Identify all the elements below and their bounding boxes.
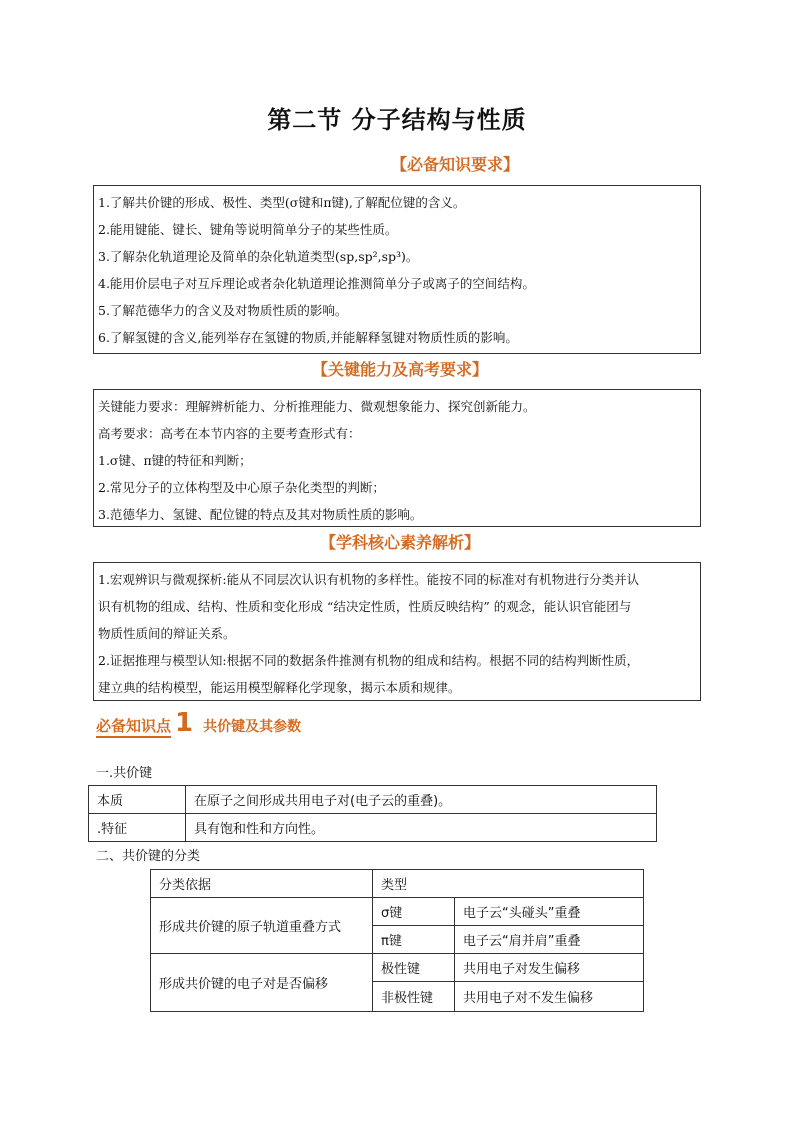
key-abilities-box — [93, 389, 701, 527]
knowledge-point-label: 必备知识点 — [96, 715, 171, 738]
table-cell-type: π键 — [373, 926, 455, 954]
table-cell-value: 在原子之间形成共用电子对(电子云的重叠)。 — [186, 786, 657, 814]
table-cell-type: 极性键 — [373, 954, 455, 982]
knowledge-point-subtitle: 共价键及其参数 — [203, 719, 302, 735]
ability-item: 3.范德华力、氢键、配位键的特点及其对物质性质的影响。 — [98, 507, 423, 522]
table-cell-basis: 形成共价键的原子轨道重叠方式 — [151, 898, 373, 954]
section-heading-required-knowledge: 【必备知识要求】 — [390, 155, 519, 174]
table-cell-desc: 电子云“头碰头”重叠 — [455, 898, 644, 926]
table-cell-desc: 电子云“肩并肩”重叠 — [455, 926, 644, 954]
table-cell-type: σ键 — [373, 898, 455, 926]
literacy-line: 建立典的结构模型，能运用模型解释化学现象，揭示本质和规律。 — [98, 680, 461, 695]
table-header-row — [151, 870, 644, 898]
literacy-line: 物质性质间的辩证关系。 — [98, 626, 236, 641]
table-row — [89, 814, 657, 842]
header-basis: 分类依据 — [151, 870, 373, 898]
covalent-bond-table — [88, 785, 657, 842]
knowledge-point-number: 1 — [175, 708, 194, 738]
table-cell-desc: 共用电子对不发生偏移 — [455, 982, 644, 1012]
ability-item: 关键能力要求：理解辨析能力、分析推理能力、微观想象能力、探究创新能力。 — [98, 399, 536, 414]
requirement-item: 5.了解范德华力的含义及对物质性质的影响。 — [98, 303, 348, 318]
part1-heading: 一.共价键 — [96, 766, 153, 781]
ability-item: 1.σ键、π键的特征和判断； — [98, 453, 252, 468]
table-cell-key: .特征 — [89, 814, 186, 842]
ability-item: 高考要求：高考在本节内容的主要考查形式有： — [98, 426, 361, 441]
literacy-line: 识有机物的组成、结构、性质和变化形成 “结决定性质，性质反映结构” 的观念，能认识官能团与 — [98, 599, 632, 614]
table-row — [151, 898, 644, 926]
table-cell-desc: 共用电子对发生偏移 — [455, 954, 644, 982]
section-heading-key-abilities: 【关键能力及高考要求】 — [311, 360, 488, 379]
ability-item: 2.常见分子的立体构型及中心原子杂化类型的判断； — [98, 480, 385, 495]
part2-heading: 二、共价键的分类 — [96, 849, 201, 864]
requirement-item: 2.能用键能、键长、键角等说明简单分子的某些性质。 — [98, 222, 398, 237]
knowledge-point-heading — [96, 708, 301, 738]
header-type: 类型 — [373, 870, 644, 898]
table-row — [151, 954, 644, 982]
table-cell-basis: 形成共价键的电子对是否偏移 — [151, 954, 373, 1012]
requirement-item: 3.了解杂化轨道理论及简单的杂化轨道类型(sp,sp²,sp³)。 — [98, 249, 419, 264]
requirement-item: 1.了解共价键的形成、极性、类型(σ键和π键),了解配位键的含义。 — [98, 195, 466, 210]
literacy-line: 2.证据推理与模型认知:根据不同的数据条件推测有机物的组成和结构。根据不同的结构判断性质， — [98, 653, 640, 668]
requirement-item: 6.了解氢键的含义,能列举存在氢键的物质,并能解释氢键对物质性质的影响。 — [98, 330, 518, 345]
literacy-line: 1.宏观辨识与微观探析:能从不同层次认识有机物的多样性。能按不同的标准对有机物进行分类并认 — [98, 572, 640, 587]
table-cell-value: 具有饱和性和方向性。 — [186, 814, 657, 842]
table-cell-key: 本质 — [89, 786, 186, 814]
page-title: 第二节 分子结构与性质 — [267, 106, 527, 134]
required-knowledge-box — [93, 185, 701, 354]
core-literacy-box — [93, 562, 701, 701]
table-row — [89, 786, 657, 814]
section-heading-core-literacy: 【学科核心素养解析】 — [319, 533, 480, 552]
classification-table — [150, 869, 644, 1012]
requirement-item: 4.能用价层电子对互斥理论或者杂化轨道理论推测简单分子或离子的空间结构。 — [98, 276, 535, 291]
table-cell-type: 非极性键 — [373, 982, 455, 1012]
